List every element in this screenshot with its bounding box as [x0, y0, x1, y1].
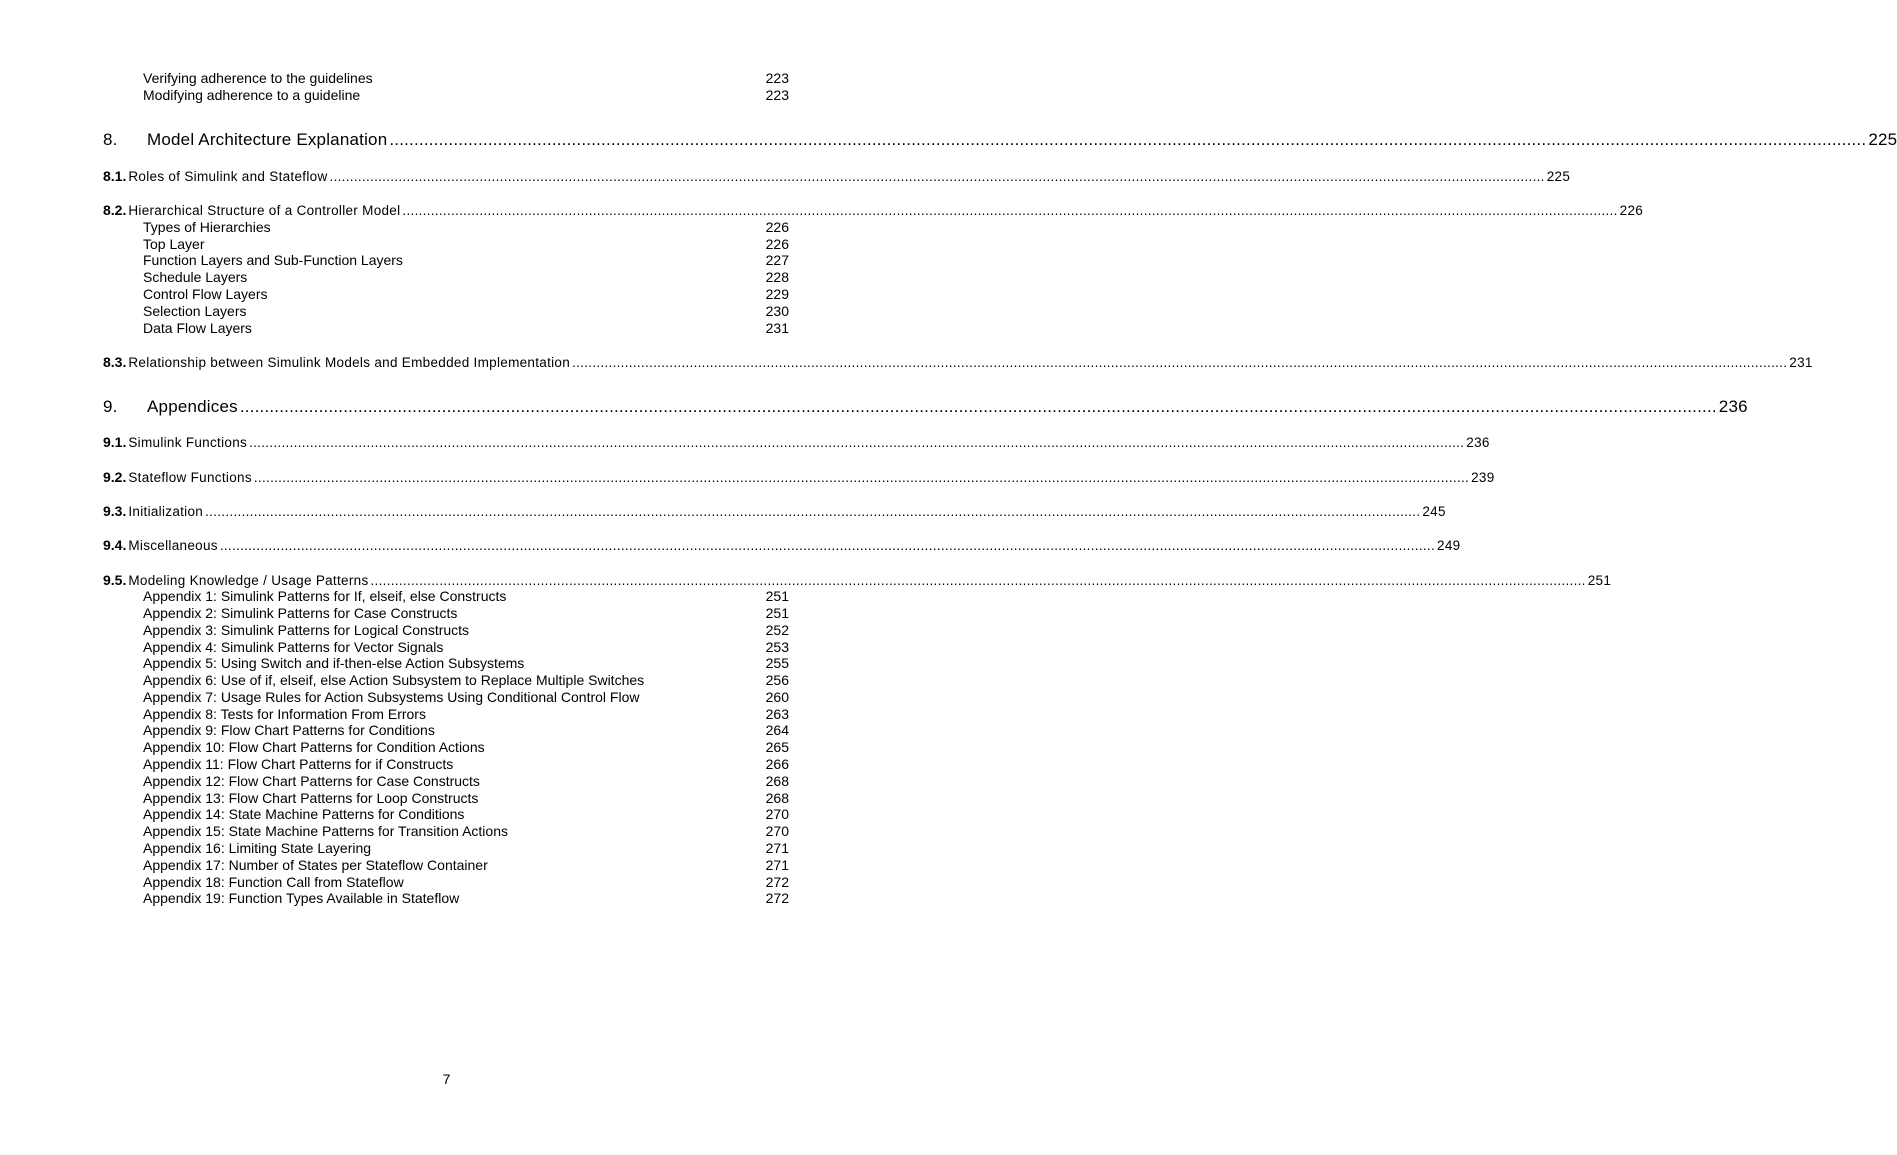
- section-number: 9.1.: [103, 434, 127, 450]
- chapter-page: 225: [1868, 130, 1897, 149]
- toc-appendix-entry[interactable]: [143, 588, 789, 605]
- toc-entry-page: 231: [765, 320, 789, 336]
- toc-section-9-5[interactable]: [103, 572, 1612, 589]
- toc-appendix-entry[interactable]: [143, 790, 789, 807]
- toc-chapter-9[interactable]: [103, 397, 1748, 417]
- toc-entry-title: Appendix 8: Tests for Information From Errors: [143, 706, 426, 722]
- toc-entry-page: 260: [765, 689, 789, 705]
- toc-appendix-entry[interactable]: [143, 756, 789, 773]
- toc-entry-page: 271: [765, 840, 789, 856]
- toc-entry-page: 268: [765, 790, 789, 806]
- toc-appendix-entry[interactable]: [143, 605, 789, 622]
- toc-entry[interactable]: [143, 87, 789, 104]
- section-page: 226: [1619, 203, 1644, 218]
- toc-entry-page: 228: [765, 269, 789, 285]
- toc-appendix-entry[interactable]: [143, 773, 789, 790]
- dot-leader: ............................................................................................................................................................................................................................................................................................................: [219, 538, 1436, 553]
- section-number: 9.5.: [103, 572, 127, 588]
- toc-entry-title: Appendix 14: State Machine Patterns for Conditions: [143, 806, 465, 822]
- toc-entry-title: Selection Layers: [143, 303, 247, 319]
- toc-entry-page: 251: [765, 605, 789, 621]
- section-page: 251: [1587, 573, 1612, 588]
- toc-entry-page: 265: [765, 739, 789, 755]
- toc-entry-title: Verifying adherence to the guidelines: [143, 70, 373, 86]
- toc-entry-page: 272: [765, 874, 789, 890]
- toc-entry-title: Appendix 5: Using Switch and if-then-else Action Subsystems: [143, 655, 525, 671]
- toc-appendix-entry[interactable]: [143, 739, 789, 756]
- toc-entry-page: 264: [765, 722, 789, 738]
- chapter-page: 236: [1718, 397, 1748, 416]
- toc-entry-title: Appendix 19: Function Types Available in Stateflow: [143, 890, 460, 906]
- toc-entry-page: 230: [765, 303, 789, 319]
- toc-appendix-entry[interactable]: [143, 722, 789, 739]
- dot-leader: ............................................................................................................................................................................................................................................................................................................: [253, 470, 1470, 485]
- toc-entry-page: 268: [765, 773, 789, 789]
- toc-entry[interactable]: [143, 236, 789, 253]
- dot-leader: ............................................................................................................................................................................................................................................................................................................: [389, 130, 1867, 149]
- toc-entry-title: Top Layer: [143, 236, 205, 252]
- toc-entry-page: 266: [765, 756, 789, 772]
- section-title: Stateflow Functions: [128, 470, 252, 485]
- toc-entry[interactable]: [143, 269, 789, 286]
- page-number: 7: [442, 1071, 451, 1087]
- chapter-title: Appendices: [147, 397, 238, 416]
- toc-section-9-3[interactable]: [103, 503, 1446, 520]
- toc-appendix-entry[interactable]: [143, 639, 789, 656]
- toc-entry-page: 255: [765, 655, 789, 671]
- toc-entry-page: 252: [765, 622, 789, 638]
- dot-leader: ............................................................................................................................................................................................................................................................................................................: [249, 435, 1465, 450]
- toc-entry-title: Schedule Layers: [143, 269, 248, 285]
- toc-entry-page: 227: [765, 252, 789, 268]
- section-page: 239: [1471, 470, 1495, 485]
- toc-section-8-2[interactable]: [103, 202, 1644, 219]
- toc-appendix-entry[interactable]: [143, 672, 789, 689]
- toc-entry-title: Appendix 11: Flow Chart Patterns for if Constructs: [143, 756, 454, 772]
- toc-entry-title: Appendix 1: Simulink Patterns for If, elseif, else Constructs: [143, 588, 507, 604]
- toc-entry-page: 256: [765, 672, 789, 688]
- toc-entry-title: Function Layers and Sub-Function Layers: [143, 252, 403, 268]
- section-page: 225: [1546, 169, 1571, 184]
- section-title: Miscellaneous: [128, 538, 218, 553]
- toc-entry-title: Data Flow Layers: [143, 320, 252, 336]
- toc-section-8-3[interactable]: [103, 354, 1813, 371]
- section-page: 245: [1422, 504, 1446, 519]
- toc-appendix-entry[interactable]: [143, 823, 789, 840]
- toc-appendix-entry[interactable]: [143, 890, 789, 907]
- section-title: Initialization: [128, 504, 204, 519]
- toc-entry-page: 270: [765, 823, 789, 839]
- toc-entry-title: Appendix 10: Flow Chart Patterns for Condition Actions: [143, 739, 485, 755]
- toc-entry-title: Appendix 7: Usage Rules for Action Subsystems Using Conditional Control Flow: [143, 689, 640, 705]
- toc-entry-page: 272: [765, 890, 789, 906]
- toc-entry-page: 263: [765, 706, 789, 722]
- toc-entry[interactable]: [143, 219, 789, 236]
- section-title: Simulink Functions: [128, 435, 248, 450]
- toc-entry[interactable]: [143, 320, 789, 337]
- dot-leader: ............................................................................................................................................................................................................................................................................................................: [370, 573, 1586, 588]
- section-page: 249: [1437, 538, 1461, 553]
- section-number: 8.3.: [103, 354, 127, 370]
- toc-entry-title: Appendix 16: Limiting State Layering: [143, 840, 372, 856]
- toc-entry-title: Appendix 15: State Machine Patterns for Transition Actions: [143, 823, 508, 839]
- dot-leader: ............................................................................................................................................................................................................................................................................................................: [329, 169, 1545, 184]
- toc-entry-page: 226: [765, 219, 789, 235]
- toc-section-8-1[interactable]: [103, 168, 1571, 185]
- toc-entry-page: 253: [765, 639, 789, 655]
- toc-entry-page: 251: [765, 588, 789, 604]
- toc-entry-title: Appendix 13: Flow Chart Patterns for Loop Constructs: [143, 790, 479, 806]
- section-number: 8.2.: [103, 202, 127, 218]
- section-number: 9.2.: [103, 469, 127, 485]
- toc-appendix-entry[interactable]: [143, 857, 789, 874]
- chapter-number: 8.: [103, 130, 118, 149]
- toc-entry-title: Control Flow Layers: [143, 286, 268, 302]
- toc-entry-page: 223: [765, 87, 789, 103]
- toc-entry-title: Appendix 2: Simulink Patterns for Case Constructs: [143, 605, 458, 621]
- section-title: Relationship between Simulink Models and Embedded Implementation: [128, 355, 571, 370]
- toc-appendix-entry[interactable]: [143, 840, 789, 857]
- toc-appendix-entry[interactable]: [143, 874, 789, 891]
- toc-chapter-8[interactable]: [103, 130, 1897, 150]
- toc-entry-page: 270: [765, 806, 789, 822]
- section-title: Roles of Simulink and Stateflow: [128, 169, 328, 184]
- toc-entry-page: 229: [765, 286, 789, 302]
- section-number: 9.3.: [103, 503, 127, 519]
- dot-leader: ............................................................................................................................................................................................................................................................................................................: [572, 355, 1788, 370]
- toc-entry-page: 226: [765, 236, 789, 252]
- toc-section-9-2[interactable]: [103, 469, 1495, 486]
- toc-entry-title: Appendix 17: Number of States per Stateflow Container: [143, 857, 488, 873]
- section-page: 236: [1466, 435, 1490, 450]
- toc-entry[interactable]: [143, 303, 789, 320]
- toc-entry-title: Appendix 9: Flow Chart Patterns for Conditions: [143, 722, 435, 738]
- toc-section-9-4[interactable]: [103, 537, 1461, 554]
- toc-appendix-entry[interactable]: [143, 622, 789, 639]
- toc-entry-title: Modifying adherence to a guideline: [143, 87, 361, 103]
- toc-appendix-entry[interactable]: [143, 689, 789, 706]
- toc-entry[interactable]: [143, 286, 789, 303]
- toc-entry-title: Appendix 12: Flow Chart Patterns for Case Constructs: [143, 773, 480, 789]
- section-title: Modeling Knowledge / Usage Patterns: [128, 573, 369, 588]
- section-number: 9.4.: [103, 537, 127, 553]
- section-page: 231: [1789, 355, 1813, 370]
- toc-section-9-1[interactable]: [103, 434, 1490, 451]
- toc-entry-title: Appendix 3: Simulink Patterns for Logical Constructs: [143, 622, 470, 638]
- toc-entry-page: 223: [765, 70, 789, 86]
- toc-entry[interactable]: [143, 70, 789, 87]
- dot-leader: ............................................................................................................................................................................................................................................................................................................: [205, 504, 1421, 519]
- section-number: 8.1.: [103, 168, 127, 184]
- dot-leader: ............................................................................................................................................................................................................................................................................................................: [402, 203, 1618, 218]
- toc-entry-page: 271: [765, 857, 789, 873]
- chapter-title: Model Architecture Explanation: [147, 130, 388, 149]
- toc-entry-title: Appendix 6: Use of if, elseif, else Action Subsystem to Replace Multiple Switches: [143, 672, 645, 688]
- chapter-number: 9.: [103, 397, 118, 416]
- toc-entry-title: Types of Hierarchies: [143, 219, 271, 235]
- section-title: Hierarchical Structure of a Controller Model: [128, 203, 401, 218]
- toc-appendix-entry[interactable]: [143, 655, 789, 672]
- toc-entry[interactable]: [143, 252, 789, 269]
- toc-entry-title: Appendix 18: Function Call from Stateflow: [143, 874, 404, 890]
- toc-entry-title: Appendix 4: Simulink Patterns for Vector Signals: [143, 639, 444, 655]
- toc-appendix-entry[interactable]: [143, 806, 789, 823]
- toc-appendix-entry[interactable]: [143, 706, 789, 723]
- dot-leader: ............................................................................................................................................................................................................................................................................................................: [239, 397, 1717, 416]
